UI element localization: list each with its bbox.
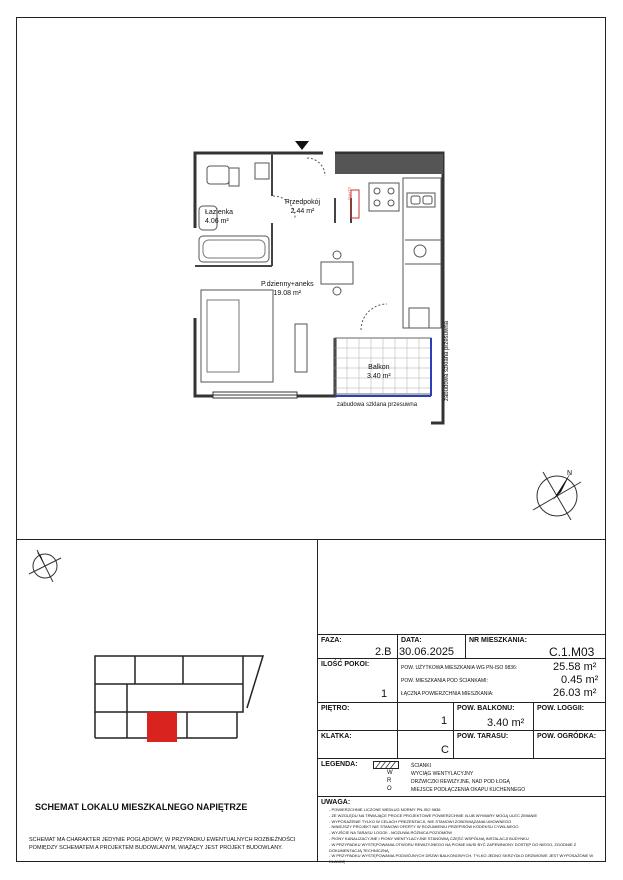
legend-symbol-3: O: [387, 786, 392, 792]
schema-title: SCHEMAT LOKALU MIESZKALNEGO NAPIĘTRZE: [35, 802, 248, 812]
klatka-label: KLATKA:: [321, 733, 352, 740]
pow-laczna-value: 26.03 m²: [553, 687, 597, 699]
mini-north-icon: [25, 546, 65, 586]
data-value: 30.06.2025: [399, 646, 455, 658]
notes-title: UWAGA:: [321, 799, 351, 806]
ogrodek-label: POW. OGRÓDKA:: [537, 733, 597, 740]
kitchen-upper-cabinet: [335, 154, 443, 174]
legend-item-2: DRZWICZKI REWIZYJNE, NAD POD ŁOGĄ: [411, 779, 510, 785]
glazing-label-side: zabudowa szklana przesuwna: [444, 320, 451, 402]
pietro-value: 1: [441, 715, 448, 727]
room-bathroom: Łazienka 4.06 m²: [205, 209, 234, 225]
legend-item-0: ŚCIANKI: [411, 763, 432, 769]
glazing-label-bottom: zabudowa szklana przesuwna: [337, 402, 418, 408]
klatka-value: C: [441, 744, 449, 756]
north-label: N: [567, 470, 573, 477]
pow-uzytkowa-label: POW. UŻYTKOWA MIESZKANIA WG PN-ISO 9836:: [401, 665, 518, 671]
disclaimer: SCHEMAT MA CHARAKTER JEDYNIE POGLĄDOWY, W PRZYPADKU EWENTUALNYCH ROZBIEŻNOŚCI POMIĘDZY SCHEMATEM A PROJEKTEM BUDOWLANYM, WIĄŻĄCY JEST PROJEKT BUDOWLANY.: [29, 837, 296, 851]
nr-label: NR MIESZKANIA:: [469, 637, 527, 644]
sheet-frame: [16, 17, 606, 865]
faza-value: 2.B: [375, 646, 392, 658]
key-plan: [87, 646, 277, 746]
tag-label: TW+TT: [347, 186, 353, 201]
north-arrow-icon: [533, 472, 581, 520]
taras-label: POW. TARASU:: [457, 733, 509, 740]
legend-item-1: WYCIĄG WENTYLACYJNY: [411, 771, 474, 777]
legend-symbol-2: R: [387, 778, 392, 784]
pow-pod-scian-label: POW. MIESZKANIA POD ŚCIANKAMI:: [401, 678, 488, 684]
ilosc-label: ILOŚĆ POKOI:: [321, 661, 370, 668]
pow-laczna-label: ŁĄCZNA POWIERZCHNIA MIESZKANIA:: [401, 691, 494, 697]
faza-label: FAZA:: [321, 637, 342, 644]
pow-pod-scian-value: 0.45 m²: [561, 674, 599, 686]
entrance-arrow-icon: [295, 141, 309, 150]
balkon-value: 3.40 m²: [487, 717, 525, 729]
legend-symbol-1: W: [387, 770, 393, 776]
legend-title: LEGENDA:: [321, 761, 358, 768]
pietro-label: PIĘTRO:: [321, 705, 350, 712]
room-balcony: Balkon 3.40 m²: [367, 364, 391, 380]
room-hall: Przedpokój 2.44 m²: [285, 199, 321, 215]
floor-plan: [17, 18, 607, 538]
loggia-label: POW. LOGGII:: [537, 705, 585, 712]
legend-item-3: MIEJSCE PODŁĄCZENIA OKAPU KUCHENNEGO: [411, 787, 526, 793]
apartment-highlight: [147, 712, 177, 742]
data-label: DATA:: [401, 637, 422, 644]
ilosc-value: 1: [381, 688, 388, 700]
notes-list: - POWIERZCHNIE LICZONE WEDŁUG NORMY PN-ISO 9836 - ZE WZGLĘDU NA TRWAJĄCE PROCE PROJEKTOWE POWIERZCHNIE I/LUB WYMIARY MOGĄ ULEC ZMIANIE - WYPOSAŻENIE TYLKO W CELACH PREZENTACJI, NIE STANOWI ZOBOWIĄZANIA UMOWNEGO - NINIEJSZY PROJEKT NIE STANOWI OFERTY W ROZUMIENIU PRZEPISÓW KODEKSU CYWILNEGO - WYJŚCIE NA TARASU LOGGII - MOŻLIWA RÓŻNICA POZIOMÓW - PIONY KANALIZACYJNE I PIONY WENTYLACYJNE STANOWIĄ CZĘŚĆ WSPÓLNĄ INSTALACJI BUDYNKU - W PRZYPADKU WYSTĘPOWANIA OTWORU REWIZYJNEGO NA PIONIE MUSI BYĆ ZAPEWNIONY DOSTĘP DO NIEGO, ZGODNIE Z DOKUMENTACJĄ TECHNICZNĄ - W PRZYPADKU WYSTĘPOWANIA PODWÓJNYCH DRZWI BALKONOWYCH, TYLKO JEDNO SKRZYDŁO DRZWIOWE JEST WYPOSAŻONE W KLAMKĘ: [329, 807, 594, 865]
room-living: P.dzienny+aneks 19.08 m²: [261, 281, 314, 297]
balkon-label: POW. BALKONU:: [457, 705, 515, 712]
wall-hatch-icon: [373, 761, 399, 769]
pow-uzytkowa-value: 25.58 m²: [553, 661, 597, 673]
nr-value: C.1.M03: [549, 645, 595, 659]
